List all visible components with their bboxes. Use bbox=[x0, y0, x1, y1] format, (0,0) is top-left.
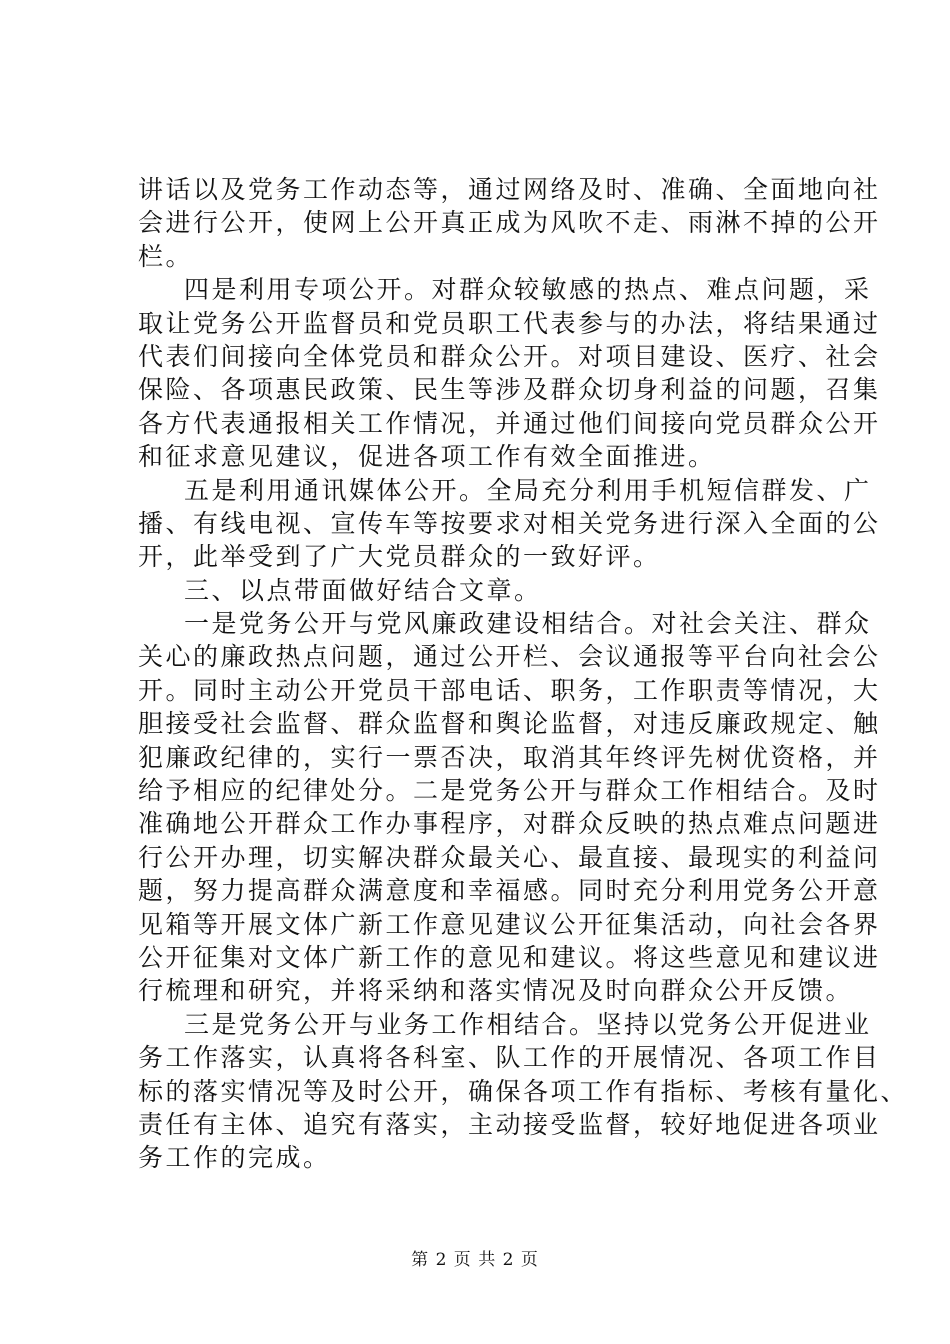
text-line: 务工作落实，认真将各科室、队工作的开展情况、各项工作目 bbox=[138, 1043, 881, 1073]
text-line: 题，努力提高群众满意度和幸福感。同时充分利用党务公开意 bbox=[138, 876, 881, 906]
text-line: 责任有主体、追究有落实，主动接受监督，较好地促进各项业 bbox=[138, 1109, 881, 1139]
text-line: 准确地公开群众工作办事程序，对群众反映的热点难点问题进 bbox=[138, 809, 881, 839]
text-line: 讲话以及党务工作动态等，通过网络及时、准确、全面地向社 bbox=[138, 175, 881, 204]
text-line: 关心的廉政热点问题，通过公开栏、会议通报等平台向社会公 bbox=[138, 642, 881, 672]
text-line: 保险、各项惠民政策、民生等涉及群众切身利益的问题，召集 bbox=[138, 375, 881, 405]
text-line: 开。同时主动公开党员干部电话、职务，工作职责等情况，大 bbox=[138, 675, 881, 705]
text-line: 给予相应的纪律处分。二是党务公开与群众工作相结合。及时 bbox=[138, 776, 881, 806]
text-line: 公开征集对文体广新工作的意见和建议。将这些意见和建议进 bbox=[138, 942, 881, 972]
text-line: 代表们间接向全体党员和群众公开。对项目建设、医疗、社会 bbox=[138, 341, 881, 371]
text-line: 五是利用通讯媒体公开。全局充分利用手机短信群发、广 bbox=[184, 475, 872, 505]
text-line: 会进行公开，使网上公开真正成为风吹不走、雨淋不掉的公开 bbox=[138, 208, 881, 238]
text-line: 播、有线电视、宣传车等按要求对相关党务进行深入全面的公 bbox=[138, 508, 881, 538]
text-line: 标的落实情况等及时公开，确保各项工作有指标、考核有量化、 bbox=[138, 1076, 909, 1106]
text-line: 三、以点带面做好结合文章。 bbox=[184, 575, 542, 605]
text-line: 胆接受社会监督、群众监督和舆论监督，对违反廉政规定、触 bbox=[138, 709, 881, 739]
text-line: 见箱等开展文体广新工作意见建议公开征集活动，向社会各界 bbox=[138, 909, 881, 939]
page-footer: 第 2 页 共 2 页 bbox=[411, 1250, 539, 1270]
document-body bbox=[138, 173, 909, 1175]
text-line: 三是党务公开与业务工作相结合。坚持以党务公开促进业 bbox=[184, 1009, 872, 1039]
text-line: 务工作的完成。 bbox=[138, 1143, 331, 1173]
text-line: 行公开办理，切实解决群众最关心、最直接、最现实的利益问 bbox=[138, 842, 881, 872]
text-line: 四是利用专项公开。对群众较敏感的热点、难点问题，采 bbox=[184, 275, 872, 305]
text-line: 取让党务公开监督员和党员职工代表参与的办法，将结果通过 bbox=[138, 308, 881, 338]
text-line: 犯廉政纪律的，实行一票否决，取消其年终评先树优资格，并 bbox=[138, 742, 881, 772]
text-line: 栏。 bbox=[138, 241, 194, 271]
text-line: 开，此举受到了广大党员群众的一致好评。 bbox=[138, 542, 661, 572]
text-line: 行梳理和研究，并将采纳和落实情况及时向群众公开反馈。 bbox=[138, 976, 854, 1006]
text-line: 一是党务公开与党风廉政建设相结合。对社会关注、群众 bbox=[184, 609, 872, 639]
text-line: 和征求意见建议，促进各项工作有效全面推进。 bbox=[138, 442, 716, 472]
text-line: 各方代表通报相关工作情况，并通过他们间接向党员群众公开 bbox=[138, 408, 881, 438]
